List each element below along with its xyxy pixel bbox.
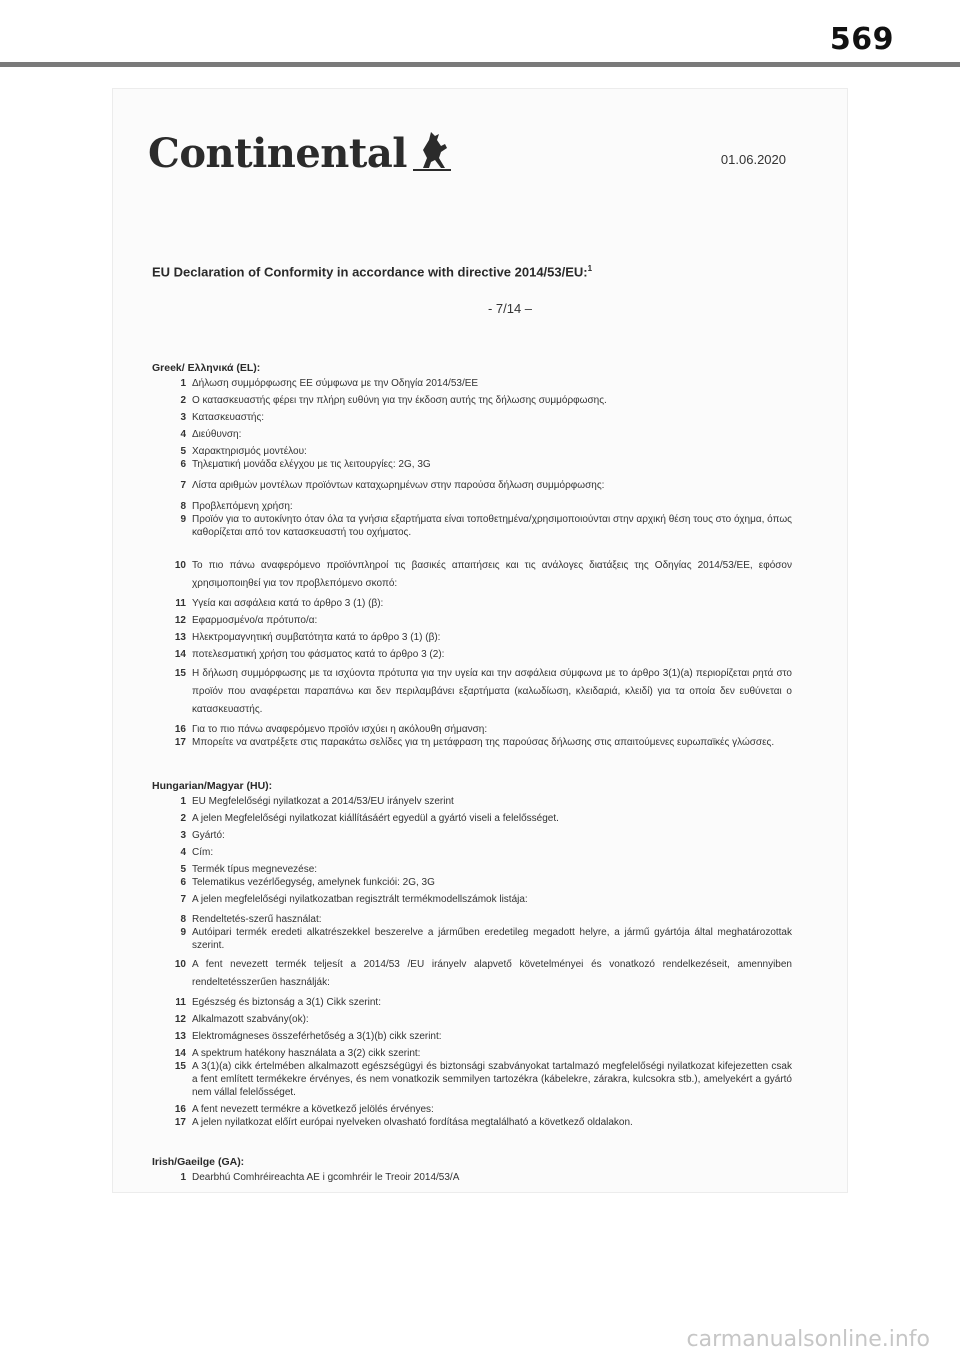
list-item bbox=[152, 913, 792, 926]
site-watermark: carmanualsonline.info bbox=[686, 1327, 930, 1352]
declaration-sheet bbox=[112, 88, 848, 1193]
item-number: 11 bbox=[175, 598, 186, 609]
item-text: Cím: bbox=[192, 847, 214, 858]
item-text: Δήλωση συμμόρφωσης ΕΕ σύμφωνα με την Οδηγία 2014/53/ΕΕ bbox=[192, 378, 479, 389]
list-item bbox=[152, 956, 792, 992]
section-heading: Irish/Gaeilge (GA): bbox=[152, 1156, 245, 1168]
item-text: Alkalmazott szabvány(ok): bbox=[192, 1014, 309, 1025]
item-text: EU Megfelelőségi nyilatkozat a 2014/53/EU irányelv szerint bbox=[192, 796, 454, 807]
list-item bbox=[152, 1060, 792, 1099]
list-item bbox=[152, 812, 792, 825]
section-greek bbox=[152, 362, 792, 749]
list-item bbox=[152, 1171, 792, 1184]
item-text: Termék típus megnevezése: bbox=[192, 864, 318, 875]
list-item bbox=[152, 665, 792, 719]
item-text: Λίστα αριθμών μοντέλων προϊόντων καταχωρημένων στην παρούσα δήλωση συμμόρφωσης: bbox=[192, 480, 605, 491]
list-item bbox=[152, 445, 792, 458]
list-item bbox=[152, 893, 792, 906]
list-item bbox=[152, 846, 792, 859]
item-number: 7 bbox=[180, 480, 186, 491]
list-item bbox=[152, 829, 792, 842]
item-text: Autóipari termék eredeti alkatrészekkel beszerelve a járműben eredetileg megadott helyre, a jármű gyártója által meghatározottak szerint. bbox=[192, 927, 792, 951]
item-number: 5 bbox=[180, 446, 186, 457]
item-text: Η δήλωση συμμόρφωσης με τα ισχύοντα πρότυπα για την υγεία και την ασφάλεια σύμφωνα με το άρθρο 3(1)(a) περιορίζεται ρητά στο προϊόν που αναφέρεται παραπάνω και δεν περιλαμβάνει εξαρτήματα (καλωδίωση, κλειδαριά, κλειδί) για τα οποία δεν ευθύνεται ο κατασκευαστής. bbox=[192, 668, 792, 715]
item-text: Egészség és biztonság a 3(1) Cikk szerint: bbox=[192, 997, 381, 1008]
item-text: Ο κατασκευαστής φέρει την πλήρη ευθύνη για την έκδοση αυτής της δήλωσης συμμόρφωσης. bbox=[192, 395, 607, 406]
list-item bbox=[152, 597, 792, 610]
item-text: Προϊόν για το αυτοκίνητο όταν όλα τα γνήσια εξαρτήματα είναι τοποθετημένα/χρησιμοποιούνται στην αρχική θέση τους στο όχημα, όπως καθορίζεται από τον κατασκευαστή του οχήματος. bbox=[192, 514, 792, 538]
item-text: A 3(1)(a) cikk értelmében alkalmazott egészségügyi és biztonsági szabványokat tartalmazó megfelelőségi nyilatkozat kifejezetten csak a fent említett termékekre érvényes, és nem vonatkozik semmilyen tartozékra (kábelekre, zárakra, kulcsokra stb.), amelyekért a gyártó nem vállal felelősséget. bbox=[192, 1061, 792, 1098]
item-number: 1 bbox=[180, 378, 186, 389]
list-item bbox=[152, 863, 792, 876]
item-number: 16 bbox=[174, 724, 186, 735]
item-number: 1 bbox=[180, 1172, 186, 1183]
list-item bbox=[152, 1047, 792, 1060]
list-item bbox=[152, 458, 792, 471]
document-title-text: EU Declaration of Conformity in accordance with directive 2014/53/EU: bbox=[152, 264, 588, 280]
item-number: 13 bbox=[174, 1031, 186, 1042]
section-hungarian bbox=[152, 780, 792, 1129]
sheet-page-indicator: - 7/14 – bbox=[487, 301, 533, 316]
list-item bbox=[152, 394, 792, 407]
item-text: Υγεία και ασφάλεια κατά το άρθρο 3 (1) (β): bbox=[192, 598, 384, 609]
item-number: 10 bbox=[174, 959, 186, 970]
item-number: 5 bbox=[180, 864, 186, 875]
list-item bbox=[152, 876, 792, 889]
item-text: Για το πιο πάνω αναφερόμενο προϊόν ισχύει η ακόλουθη σήμανση: bbox=[192, 724, 488, 735]
item-number: 8 bbox=[180, 914, 186, 925]
item-text: Gyártó: bbox=[192, 830, 225, 841]
header-rule bbox=[0, 62, 960, 67]
item-text: A jelen megfelelőségi nyilatkozatban regisztrált termékmodellszámok listája: bbox=[192, 894, 528, 905]
list-item bbox=[152, 996, 792, 1009]
item-number: 15 bbox=[174, 668, 186, 679]
item-text: A fent nevezett termékre a következő jelölés érvényes: bbox=[192, 1104, 434, 1115]
item-number: 14 bbox=[174, 649, 186, 660]
item-number: 12 bbox=[174, 1014, 186, 1025]
rearing-horse-icon bbox=[409, 128, 453, 172]
item-text: Διεύθυνση: bbox=[192, 429, 242, 440]
section-heading: Hungarian/Magyar (HU): bbox=[152, 780, 273, 792]
item-number: 16 bbox=[174, 1104, 186, 1115]
item-number: 6 bbox=[180, 877, 186, 888]
item-number: 17 bbox=[174, 737, 186, 748]
item-text: A fent nevezett termék teljesít a 2014/53 /EU irányelv alapvető követelményei és vonatkozó rendelkezéseit, amennyiben rendeltetésszerűen használják: bbox=[192, 959, 792, 988]
item-number: 11 bbox=[175, 997, 186, 1008]
item-text: A spektrum hatékony használata a 3(2) cikk szerint: bbox=[192, 1048, 421, 1059]
footnote-mark: 1 bbox=[587, 264, 593, 273]
list-item bbox=[152, 479, 792, 492]
list-item bbox=[152, 1116, 792, 1129]
document-date: 01.06.2020 bbox=[720, 152, 786, 167]
item-text: Elektromágneses összeférhetőség a 3(1)(b) cikk szerint: bbox=[192, 1031, 442, 1042]
list-item bbox=[152, 1013, 792, 1026]
item-number: 8 bbox=[180, 501, 186, 512]
item-number: 2 bbox=[180, 813, 186, 824]
item-text: Μπορείτε να ανατρέξετε στις παρακάτω σελίδες για τη μετάφραση της παρούσας δήλωσης στις απαιτούμενες ευρωπαϊκές γλώσσες. bbox=[192, 737, 775, 748]
item-number: 1 bbox=[180, 796, 186, 807]
list-item bbox=[152, 428, 792, 441]
item-text: ποτελεσματική χρήση του φάσματος κατά το άρθρο 3 (2): bbox=[192, 649, 445, 660]
item-number: 4 bbox=[180, 429, 186, 440]
logo-wordmark: Continental bbox=[148, 130, 407, 177]
item-number: 10 bbox=[174, 560, 186, 571]
company-logo bbox=[148, 122, 453, 178]
list-item bbox=[152, 1030, 792, 1043]
item-number: 17 bbox=[174, 1117, 186, 1128]
item-number: 7 bbox=[180, 894, 186, 905]
item-text: Κατασκευαστής: bbox=[192, 412, 265, 423]
item-text: A jelen Megfelelőségi nyilatkozat kiállításáért egyedül a gyártó viseli a felelősséget. bbox=[192, 813, 559, 824]
list-item bbox=[152, 631, 792, 644]
item-text: Telematikus vezérlőegység, amelynek funkciói: 2G, 3G bbox=[192, 877, 435, 888]
item-number: 9 bbox=[180, 927, 186, 938]
item-number: 14 bbox=[174, 1048, 186, 1059]
item-number: 3 bbox=[180, 412, 186, 423]
item-number: 6 bbox=[180, 459, 186, 470]
item-number: 4 bbox=[180, 847, 186, 858]
section-irish bbox=[152, 1156, 792, 1184]
item-number: 15 bbox=[174, 1061, 186, 1072]
item-text: Χαρακτηρισμός μοντέλου: bbox=[192, 446, 307, 457]
item-number: 13 bbox=[174, 632, 186, 643]
list-item bbox=[152, 411, 792, 424]
item-number: 9 bbox=[180, 514, 186, 525]
list-item bbox=[152, 795, 792, 808]
item-text: Τηλεματική μονάδα ελέγχου με τις λειτουργίες: 2G, 3G bbox=[192, 459, 431, 470]
item-text: Dearbhú Comhréireachta AE i gcomhréir le Treoir 2014/53/A bbox=[192, 1172, 460, 1183]
list-item bbox=[152, 926, 792, 952]
list-item bbox=[152, 648, 792, 661]
list-item bbox=[152, 513, 792, 539]
item-text: Εφαρμοσμένο/α πρότυπο/α: bbox=[192, 615, 318, 626]
list-item bbox=[152, 736, 792, 749]
document-title bbox=[152, 264, 592, 279]
item-text: A jelen nyilatkozat előírt európai nyelveken olvasható fordítása megtalálható a következő oldalakon. bbox=[192, 1117, 633, 1128]
item-number: 3 bbox=[180, 830, 186, 841]
item-number: 2 bbox=[180, 395, 186, 406]
list-item bbox=[152, 614, 792, 627]
item-text: Προβλεπόμενη χρήση: bbox=[192, 501, 293, 512]
list-item bbox=[152, 377, 792, 390]
item-number: 12 bbox=[174, 615, 186, 626]
item-text: Rendeltetés-szerű használat: bbox=[192, 914, 322, 925]
list-item bbox=[152, 557, 792, 593]
item-text: Το πιο πάνω αναφερόμενο προϊόνπληροί τις βασικές απαιτήσεις και τις ανάλογες διατάξεις της Οδηγίας 2014/53/ΕΕ, εφόσον χρησιμοποιηθεί για τον προβλεπόμενο σκοπό: bbox=[192, 560, 792, 589]
list-item bbox=[152, 500, 792, 513]
section-heading: Greek/ Ελληνικά (EL): bbox=[152, 362, 261, 374]
list-item bbox=[152, 1103, 792, 1116]
list-item bbox=[152, 723, 792, 736]
item-text: Ηλεκτρομαγνητική συμβατότητα κατά το άρθρο 3 (1) (β): bbox=[192, 632, 441, 643]
page-number: 569 bbox=[829, 22, 894, 57]
